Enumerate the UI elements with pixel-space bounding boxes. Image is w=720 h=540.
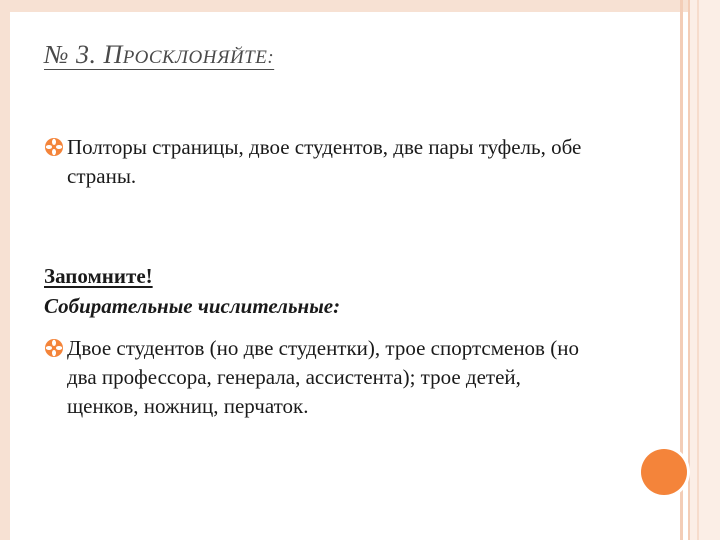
orange-circle-decoration: [641, 449, 687, 495]
right-rail-fill: [690, 0, 720, 540]
sun-flower-bullet-icon: [44, 137, 64, 157]
right-rail-second-line: [697, 0, 699, 540]
remember-heading: Запомните!: [44, 264, 153, 288]
left-border: [0, 0, 10, 540]
bullet-text-2: Двое студентов (но две студентки), трое спортсменов (но два профессора, генерала, ассистента); трое детей, щенков, ножниц, перчаток.: [67, 336, 579, 418]
collective-numerals-heading: Собирательные числительные:: [44, 294, 341, 318]
right-rail-inner-line: [688, 0, 690, 540]
sun-flower-bullet-icon: [44, 338, 64, 358]
bullet-item-1: [44, 133, 604, 191]
slide-title: [44, 40, 274, 70]
bullet-item-2: [44, 334, 584, 421]
bullet-text-1: Полторы страницы, двое студентов, две пары туфель, обе страны.: [67, 135, 582, 188]
title-prefix: № 3. П: [44, 40, 123, 69]
title-rest: РОСКЛОНЯЙТЕ:: [122, 47, 275, 68]
top-border: [0, 0, 720, 12]
